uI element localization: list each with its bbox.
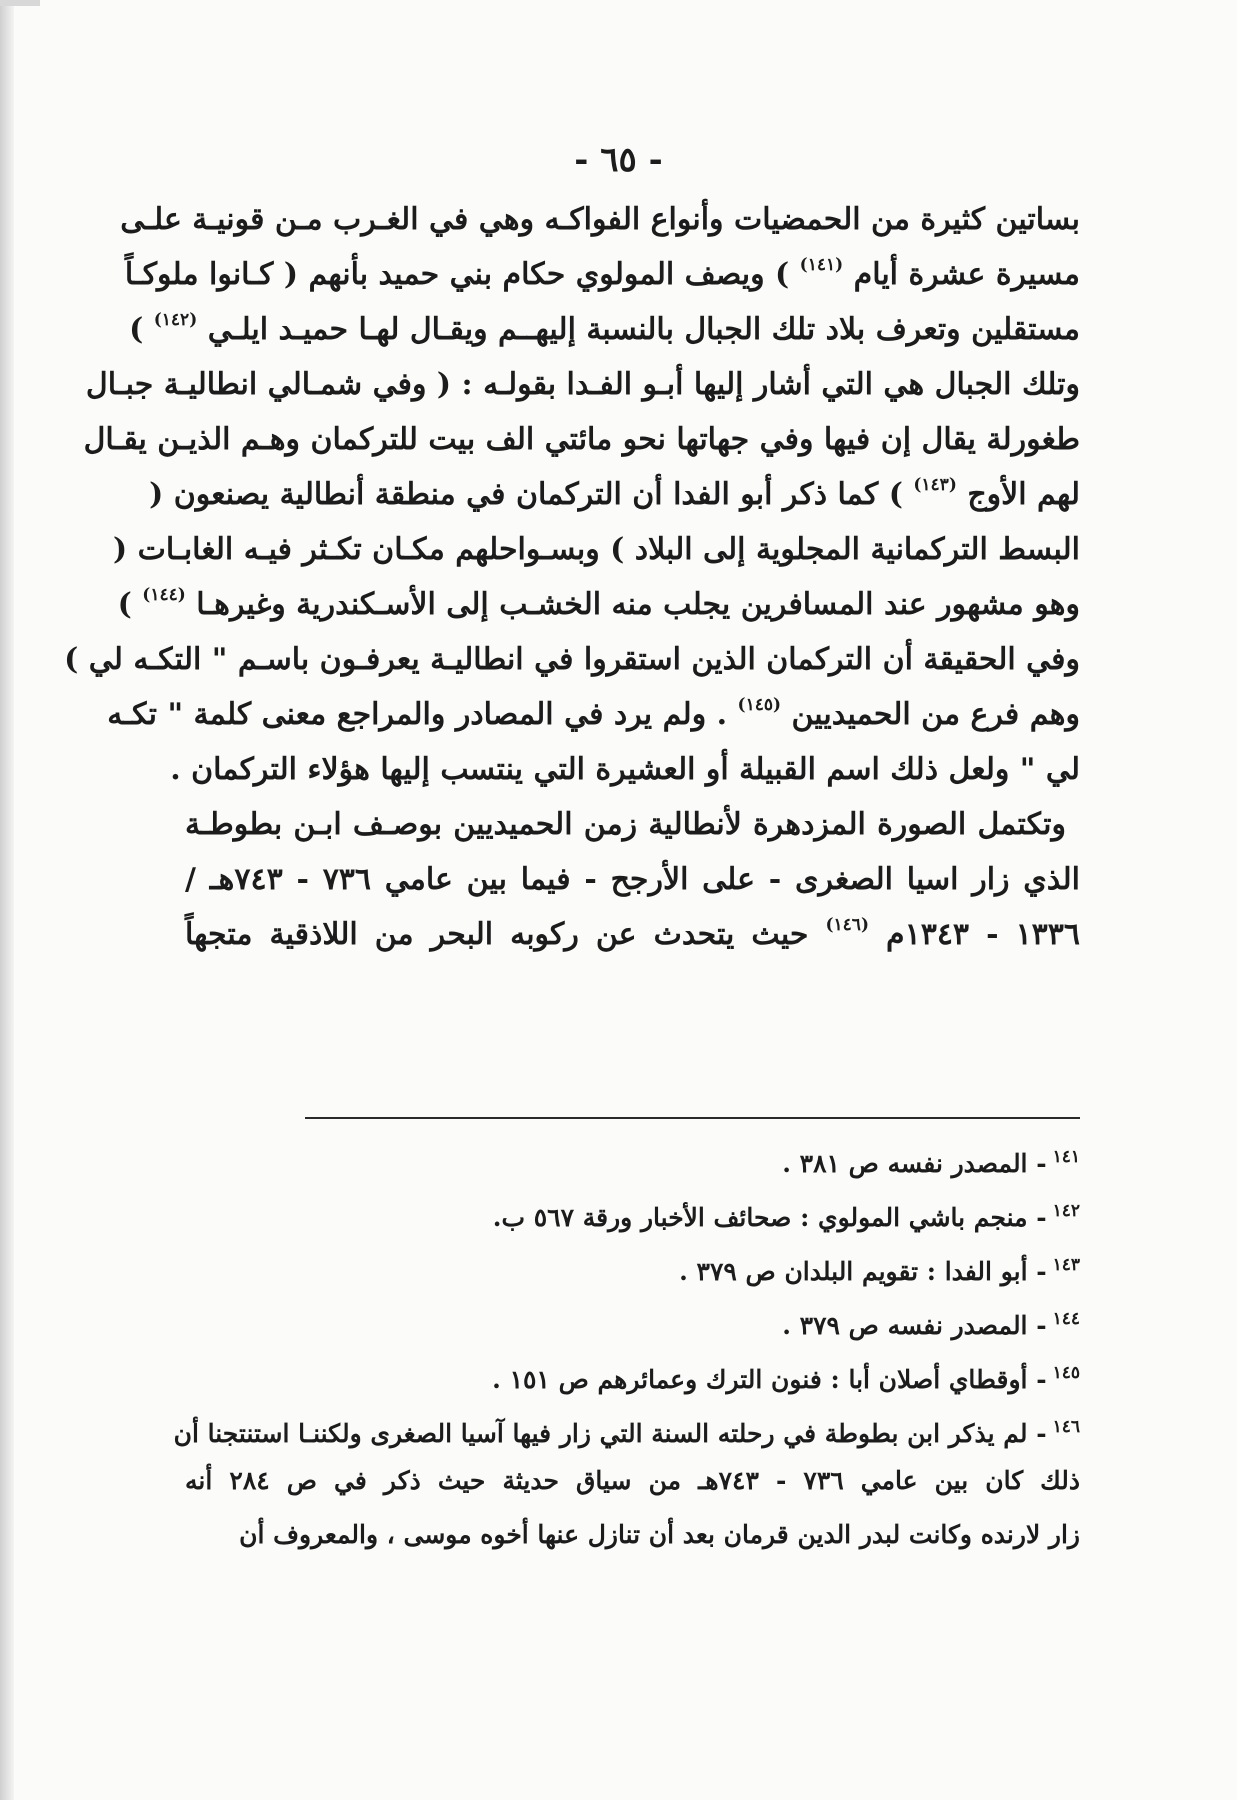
- body-line: وفي الحقيقة أن التركمان الذين استقروا في انطاليـة يعرفـون باسـم " التكـه لي ): [64, 642, 1080, 677]
- footnote-continuation: [185, 1454, 1080, 1508]
- footnote-reference[interactable]: (١٤٤): [142, 585, 186, 605]
- footnote-text: - منجم باشي المولوي : صحائف الأخبار ورقة ٥٦٧ ب.: [492, 1203, 1047, 1232]
- footnote-text: ذلك كان بين عامي ٧٣٦ - ٧٤٣هـ من سياق حديثة حيث ذكر في ص ٢٨٤ أنه: [185, 1466, 1081, 1495]
- footnote-text: - أوقطاي أصلان أبا : فنون الترك وعمائرهم ص ١٥١ .: [492, 1365, 1047, 1394]
- body-line: [129, 302, 1080, 357]
- line-text-after: ): [129, 312, 154, 347]
- line-text-before: وهم فرع من الحميديين: [781, 697, 1080, 732]
- body-line: [107, 687, 1080, 742]
- footnote-separator: [305, 1117, 1080, 1119]
- footnote-text: زار لارنده وكانت لبدر الدين قرمان بعد أن تنازل عنها أخوه موسى ، والمعروف أن: [239, 1520, 1080, 1549]
- footnote-item: [185, 1184, 1080, 1238]
- footnote-text: - المصدر نفسه ص ٣٧٩ .: [782, 1311, 1047, 1340]
- footnote-reference[interactable]: (١٤٢): [153, 310, 198, 330]
- body-line: البسط التركمانية المجلوية إلى البلاد ) وبسـواحلهم مكـان تكـثر فيـه الغابـات (: [113, 532, 1080, 567]
- line-text-after: ): [117, 587, 143, 622]
- line-text-after: ) كما ذكر أبو الفدا أن التركمان في منطقة أنطالية يصنعون (: [149, 477, 914, 512]
- body-line: طغورلة يقال إن فيها وفي جهاتها نحو مائتي الف بيت للتركمان وهـم الذيـن يقـال: [83, 422, 1080, 457]
- footnote-number: ١٤٢: [1052, 1201, 1080, 1221]
- footnote-item: [185, 1238, 1080, 1292]
- footnotes: [173, 1130, 1081, 1562]
- body-line: [124, 247, 1080, 302]
- body-line: [185, 907, 1080, 962]
- scan-edge-shadow: [0, 0, 14, 1800]
- line-text-after: حيث يتحدث عن ركوبه البحر من اللاذقية متجهاً: [185, 917, 826, 952]
- line-text-before: وهو مشهور عند المسافرين يجلب منه الخشـب إلى الأسـكندرية وغيرهـا: [185, 587, 1080, 622]
- body-line: وتكتمل الصورة المزدهرة لأنطالية زمن الحميديين بوصـف ابـن بطوطـة: [185, 807, 1066, 842]
- footnote-number: ١٤٦: [1052, 1417, 1080, 1437]
- footnote-item: [173, 1400, 1080, 1454]
- body-line: الذي زار اسيا الصغرى - على الأرجح - فيما بين عامي ٧٣٦ - ٧٤٣هـ /: [185, 862, 1080, 897]
- body-line: [149, 467, 1080, 522]
- footnote-number: ١٤٣: [1052, 1255, 1080, 1275]
- footnote-number: ١٤٥: [1052, 1363, 1080, 1383]
- body-line: لي " ولعل ذلك اسم القبيلة أو العشيرة التي ينتسب إليها هؤلاء التركمان .: [170, 752, 1080, 787]
- footnote-text: - لم يذكر ابن بطوطة في رحلته السنة التي زار فيها آسيا الصغرى ولكننـا استنتجنا أن: [173, 1419, 1047, 1448]
- footnote-number: ١٤١: [1052, 1147, 1080, 1167]
- footnote-item: [185, 1130, 1080, 1184]
- line-text-before: ١٣٣٦ - ١٣٤٣م: [868, 917, 1081, 952]
- line-text-before: مسيرة عشرة أيام: [843, 257, 1080, 292]
- body-text: [64, 192, 1081, 962]
- page-number: - ٦٥ -: [574, 140, 663, 180]
- footnote-item: [185, 1292, 1080, 1346]
- footnote-text: - المصدر نفسه ص ٣٨١ .: [782, 1149, 1047, 1178]
- footnote-continuation: [185, 1508, 1080, 1562]
- body-line: [117, 577, 1080, 632]
- line-text-after: . ولم يرد في المصادر والمراجع معنى كلمة " تكـه: [107, 697, 738, 732]
- footnote-reference[interactable]: (١٤١): [799, 255, 844, 275]
- footnote-reference[interactable]: (١٤٣): [913, 475, 957, 495]
- footnote-text: - أبو الفدا : تقويم البلدان ص ٣٧٩ .: [679, 1257, 1047, 1286]
- body-line: بساتين كثيرة من الحمضيات وأنواع الفواكـه وهي في الغـرب مـن قونيـة علـى: [120, 202, 1080, 237]
- footnote-reference[interactable]: (١٤٥): [737, 695, 782, 715]
- line-text-after: ) ويصف المولوي حكام بني حميد بأنهم ( كـانوا ملوكـاً: [124, 257, 800, 292]
- footnote-number: ١٤٤: [1052, 1309, 1080, 1329]
- line-text-before: لهم الأوج: [956, 477, 1080, 512]
- line-text-before: مستقلين وتعرف بلاد تلك الجبال بالنسبة إليهــم ويقـال لهـا حميـد ايلـي: [197, 312, 1080, 347]
- body-line: وتلك الجبال هي التي أشار إليها أبـو الفـدا بقولـه : ( وفي شمـالي انطاليـة جبـال: [85, 367, 1080, 402]
- footnote-item: [185, 1346, 1080, 1400]
- scan-corner-mark: [0, 0, 40, 6]
- footnote-reference[interactable]: (١٤٦): [825, 915, 869, 935]
